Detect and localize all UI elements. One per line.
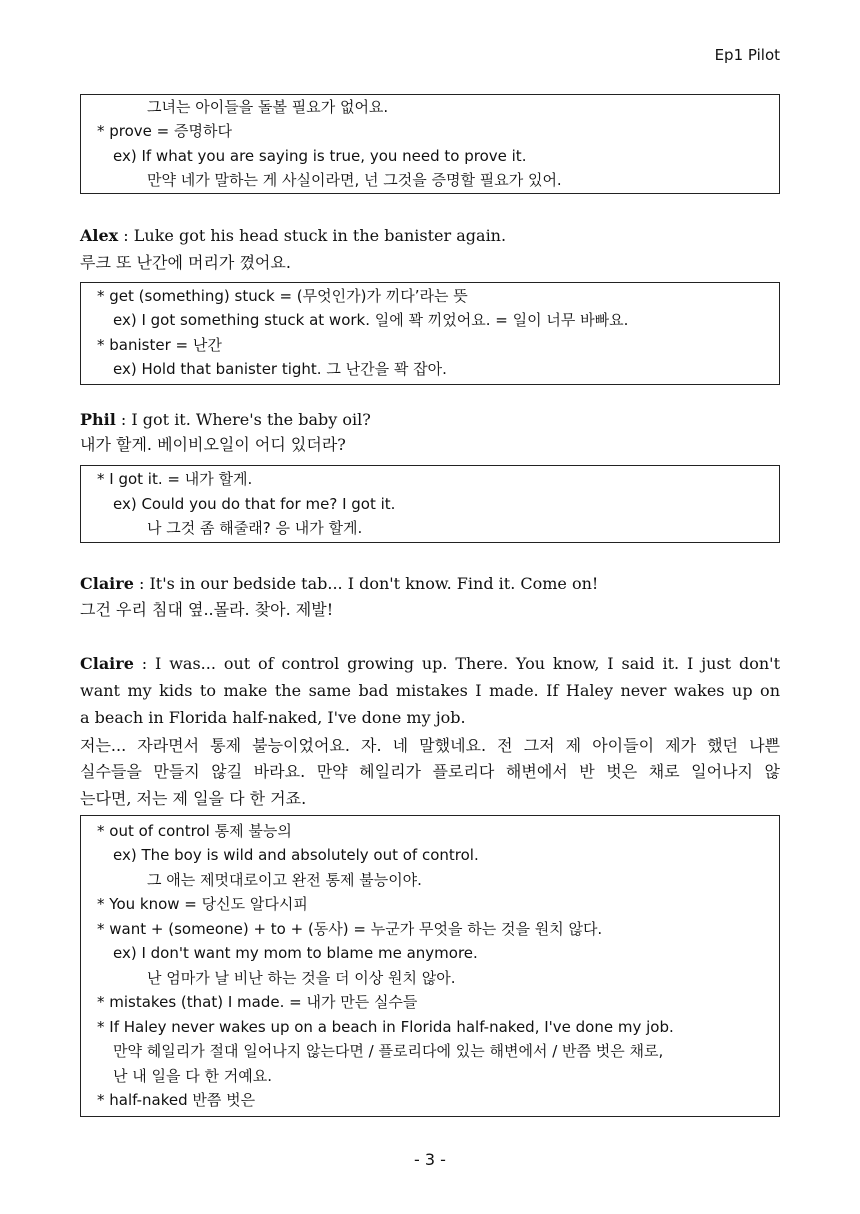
note-box [80, 94, 780, 194]
note-line: ex) If what you are saying is true, you need to prove it. [113, 147, 527, 165]
note-line: * If Haley never wakes up on a beach in Florida half-naked, I've done my job. [97, 1018, 674, 1036]
dialogue-korean: 내가 할게. 베이비오일이 어디 있더라? [80, 435, 346, 454]
dialogue-english [80, 573, 598, 595]
note-line: * mistakes (that) I made. = 내가 만든 실수들 [97, 993, 418, 1011]
speaker-name: Claire [80, 654, 134, 673]
speaker-name: Alex [80, 226, 119, 245]
dialogue-korean-line: 저는... 자라면서 통제 불능이었어요. 자. 네 말했네요. 전 그저 제 아이들이 제가 했던 나쁜 [80, 736, 780, 755]
note-line: 그 애는 제멋대로이고 완전 통제 불능이야. [147, 871, 422, 889]
speaker-name: Phil [80, 410, 116, 429]
note-line: 만약 네가 말하는 게 사실이라면, 넌 그것을 증명할 필요가 있어. [147, 171, 562, 189]
note-box [80, 282, 780, 385]
note-line: * prove = 증명하다 [97, 122, 232, 140]
note-line: * get (something) stuck = (무엇인가)가 끼다’라는 뜻 [97, 287, 468, 305]
note-line: * I got it. = 내가 할게. [97, 470, 253, 488]
dialogue-english-line: a beach in Florida half-naked, I've done my job. [80, 708, 466, 727]
note-box [80, 465, 780, 543]
note-box [80, 815, 780, 1117]
episode-header: Ep1 Pilot [714, 46, 780, 64]
note-line: * You know = 당신도 알다시피 [97, 895, 308, 913]
note-line: * half-naked 반쯤 벗은 [97, 1091, 256, 1109]
speaker-name: Claire [80, 574, 134, 593]
note-line: * banister = 난간 [97, 336, 222, 354]
dialogue-text: : Luke got his head stuck in the banister again. [118, 226, 507, 245]
note-line: ex) I don't want my mom to blame me anymore. [113, 944, 478, 962]
note-line: ex) The boy is wild and absolutely out of control. [113, 846, 479, 864]
dialogue-korean-line: 실수들을 만들지 않길 바라요. 만약 헤일리가 플로리다 해변에서 반 벗은 채로 일어나지 않 [80, 762, 780, 781]
dialogue-english [80, 653, 780, 675]
dialogue-text: : I got it. Where's the baby oil? [115, 410, 371, 429]
dialogue-korean: 루크 또 난간에 머리가 꼈어요. [80, 253, 291, 272]
note-line: * want + (someone) + to + (동사) = 누군가 무엇을 하는 것을 원치 않다. [97, 920, 603, 938]
note-line: 난 엄마가 날 비난 하는 것을 더 이상 원치 않아. [147, 969, 456, 987]
page-number: - 3 - [414, 1150, 446, 1169]
note-line: 그녀는 아이들을 돌볼 필요가 없어요. [147, 98, 389, 116]
note-line: * out of control 통제 불능의 [97, 822, 292, 840]
note-line: 나 그것 좀 해줄래? 응 내가 할게. [147, 519, 363, 537]
dialogue-text: : I was... out of control growing up. There. You know, I said it. I just don't [133, 654, 780, 673]
note-line: ex) I got something stuck at work. 일에 꽉 끼었어요. = 일이 너무 바빠요. [113, 311, 629, 329]
note-line: ex) Hold that banister tight. 그 난간을 꽉 잡아. [113, 360, 447, 378]
note-line: 난 내 일을 다 한 거예요. [113, 1067, 273, 1085]
dialogue-korean-line: 는다면, 저는 제 일을 다 한 거죠. [80, 789, 307, 808]
dialogue-english [80, 225, 506, 247]
note-line: 만약 헤일리가 절대 일어나지 않는다면 / 플로리다에 있는 해변에서 / 반쯤 벗은 채로, [113, 1042, 664, 1060]
dialogue-english-line: want my kids to make the same bad mistakes I made. If Haley never wakes up on [80, 681, 780, 700]
dialogue-english [80, 409, 371, 431]
dialogue-korean: 그건 우리 침대 옆..몰라. 찾아. 제발! [80, 600, 334, 619]
note-line: ex) Could you do that for me? I got it. [113, 495, 396, 513]
dialogue-text: : It's in our bedside tab... I don't know. Find it. Come on! [133, 574, 599, 593]
